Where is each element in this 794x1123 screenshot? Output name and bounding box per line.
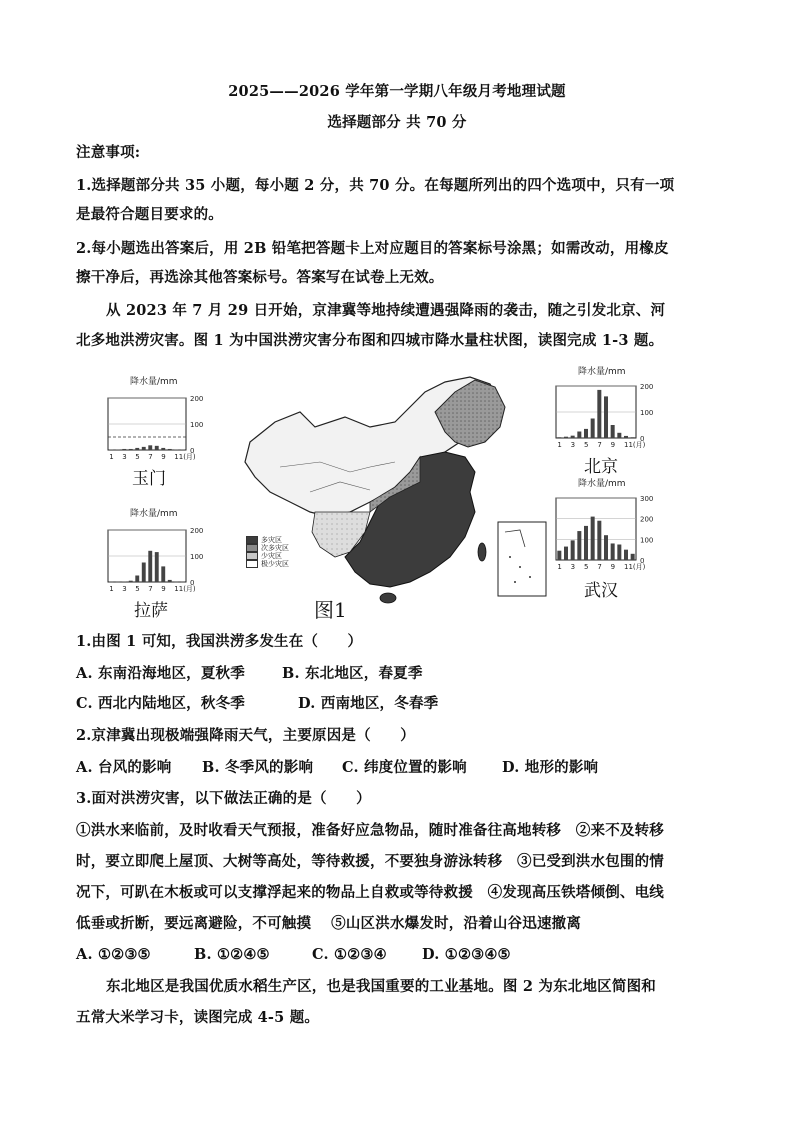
chart-x-tick-label: 3 <box>570 563 576 571</box>
chart-bar <box>584 526 588 560</box>
q1-option-d[interactable]: D. 西南地区，冬春季 <box>298 695 439 712</box>
chart-x-tick-label: 11(月) <box>624 563 646 571</box>
chart-ylabel: 降水量/mm <box>130 509 178 519</box>
chart-x-tick-label: 5 <box>135 585 140 593</box>
south-sea-inset <box>498 522 546 596</box>
chart-bar <box>129 581 133 582</box>
chart-bar <box>611 425 615 438</box>
chart-y-tick-label: 100 <box>640 536 654 545</box>
chart-bar <box>571 436 575 438</box>
chart-bar <box>564 437 568 438</box>
q3-option-a[interactable]: A. ①②③⑤ <box>76 946 151 963</box>
chart-x-tick-label: 9 <box>161 453 166 461</box>
q2-options-row <box>76 758 722 778</box>
q3-stem: 3.面对洪涝灾害，以下做法正确的是（ ） <box>76 790 371 807</box>
chart-bar <box>116 582 120 583</box>
q2-option-c[interactable]: C. 纬度位置的影响 <box>342 759 467 776</box>
legend-least: 极少灾区 <box>261 560 289 568</box>
chart-bar <box>631 554 635 560</box>
chart-bar <box>181 582 185 583</box>
chart-wuhan <box>548 476 670 576</box>
chart-bar <box>624 550 628 560</box>
legend-second: 次多灾区 <box>261 544 289 552</box>
chart-x-tick-label: 9 <box>161 585 166 593</box>
q3-line-2: 时，要立即爬上屋顶、大树等高处，等待救援，不要独身游泳转移 ③已受到洪水包围的情 <box>76 853 664 870</box>
chart-bar <box>122 581 126 582</box>
chart-x-tick-label: 1 <box>557 441 562 449</box>
chart-bar <box>624 436 628 438</box>
chart-y-tick-label: 200 <box>190 527 204 535</box>
q3-option-c[interactable]: C. ①②③④ <box>312 946 387 963</box>
chart-x-tick-label: 7 <box>597 563 602 571</box>
chart-x-tick-label: 9 <box>610 563 616 571</box>
chart-bar <box>604 396 608 438</box>
chart-bar <box>122 449 126 450</box>
chart-x-tick-label: 5 <box>584 441 589 449</box>
chart-bar <box>174 449 178 450</box>
chart-bar <box>617 545 621 561</box>
legend-most: 多灾区 <box>261 536 282 544</box>
chart-bar <box>571 540 575 560</box>
chart-bar <box>148 445 152 450</box>
note-1-line-2: 是最符合题目要求的。 <box>76 206 223 223</box>
q1-option-c[interactable]: C. 西北内陆地区，秋冬季 <box>76 695 245 712</box>
chart-x-tick-label: 5 <box>135 453 140 461</box>
chart-y-tick-label: 200 <box>640 383 654 391</box>
chart-bar <box>135 448 139 450</box>
exam-title: 2025——2026 学年第一学期八年级月考地理试题 <box>228 83 566 100</box>
map-hainan <box>380 593 396 603</box>
chart-bar <box>135 576 139 583</box>
chart-y-tick-label: 100 <box>640 409 654 417</box>
q2-stem: 2.京津冀出现极端强降雨天气，主要原因是（ ） <box>76 727 415 744</box>
chart-ylabel: 降水量/mm <box>130 377 178 387</box>
chart-bar <box>597 521 601 560</box>
legend-swatch-few <box>246 552 258 560</box>
q3-option-d[interactable]: D. ①②③④⑤ <box>422 946 511 963</box>
chart-x-tick-label: 7 <box>148 453 153 461</box>
passage1-line-1: 从 2023 年 7 月 29 日开始，京津冀等地持续遭遇强降雨的袭击，随之引发北京、河 <box>106 302 666 319</box>
chart-ylabel: 降水量/mm <box>578 479 626 489</box>
passage1-line-2: 北多地洪涝灾害。图 1 为中国洪涝灾害分布图和四城市降水量柱状图，读图完成 1-3 题。 <box>76 332 664 349</box>
chart-bar <box>557 551 561 560</box>
city-label-beijing: 北京 <box>584 457 618 477</box>
chart-bar <box>168 449 172 450</box>
chart-bar <box>611 543 615 560</box>
chart-x-tick-label: 5 <box>584 563 589 571</box>
chart-x-tick-label: 3 <box>122 453 127 461</box>
chart-bar <box>142 447 146 450</box>
chart-bar <box>174 582 178 583</box>
figure-1 <box>100 360 670 622</box>
q1-option-b[interactable]: B. 东北地区，春夏季 <box>282 665 423 682</box>
china-flood-map <box>220 372 550 604</box>
chart-x-tick-label: 7 <box>148 585 153 593</box>
chart-x-tick-label: 1 <box>109 453 114 461</box>
chart-bar <box>168 580 172 582</box>
chart-bar <box>577 432 581 439</box>
q2-option-b[interactable]: B. 冬季风的影响 <box>202 759 314 776</box>
chart-bar <box>604 535 608 560</box>
chart-bar <box>564 547 568 560</box>
chart-bar <box>591 517 595 560</box>
chart-x-tick-label: 11(月) <box>624 441 646 449</box>
chart-y-tick-label: 200 <box>190 395 204 403</box>
city-label-wuhan: 武汉 <box>584 581 618 601</box>
chart-y-tick-label: 300 <box>640 495 654 503</box>
chart-lasa <box>100 506 220 596</box>
notes-heading: 注意事项: <box>76 144 141 161</box>
map-taiwan <box>478 543 486 561</box>
q1-stem: 1.由图 1 可知，我国洪涝多发生在（ ） <box>76 633 363 650</box>
chart-x-tick-label: 11(月) <box>174 585 196 593</box>
q1-option-a[interactable]: A. 东南沿海地区，夏秋季 <box>76 665 245 682</box>
chart-x-tick-label: 1 <box>109 585 114 593</box>
q3-line-3: 况下，可趴在木板或可以支撑浮起来的物品上自救或等待救援 ④发现高压铁塔倾倒、电线 <box>76 884 664 901</box>
chart-bar <box>129 449 133 450</box>
note-1-line-1: 1.选择题部分共 35 小题，每小题 2 分，共 70 分。在每题所列出的四个选项中，只有一项 <box>76 177 675 194</box>
chart-y-tick-label: 200 <box>640 515 654 524</box>
note-2-line-2: 擦干净后，再选涂其他答案标号。答案写在试卷上无效。 <box>76 269 444 286</box>
q1-options-row-1 <box>76 664 722 684</box>
chart-y-tick-label: 0 <box>640 435 645 443</box>
map-legend <box>246 536 289 568</box>
city-label-lasa: 拉萨 <box>134 601 168 621</box>
chart-bar <box>597 390 601 438</box>
city-label-yumen: 玉门 <box>132 469 166 489</box>
legend-few: 少灾区 <box>261 552 282 560</box>
legend-swatch-second <box>246 544 258 552</box>
chart-y-tick-label: 0 <box>640 557 645 565</box>
q2-option-d[interactable]: D. 地形的影响 <box>502 759 599 776</box>
passage2-line-1: 东北地区是我国优质水稻生产区，也是我国重要的工业基地。图 2 为东北地区简图和 <box>106 978 656 995</box>
chart-bar <box>109 582 113 583</box>
chart-bar <box>577 531 581 560</box>
chart-bar <box>116 449 120 450</box>
passage2-line-2: 五常大米学习卡，读图完成 4-5 题。 <box>76 1009 320 1026</box>
note-2-line-1: 2.每小题选出答案后，用 2B 铅笔把答题卡上对应题目的答案标号涂黑；如需改动，用橡皮 <box>76 240 669 257</box>
chart-bar <box>161 448 165 450</box>
chart-x-tick-label: 9 <box>610 441 616 449</box>
q3-option-b[interactable]: B. ①②④⑤ <box>194 946 270 963</box>
chart-bar <box>617 433 621 438</box>
chart-bar <box>631 437 635 438</box>
chart-bar <box>557 437 561 438</box>
q3-options-row <box>76 945 722 965</box>
chart-x-tick-label: 1 <box>557 563 562 571</box>
figure-caption: 图1 <box>314 598 347 622</box>
legend-swatch-least <box>246 560 258 568</box>
chart-bar <box>181 449 185 450</box>
exam-subtitle: 选择题部分 共 70 分 <box>327 114 467 131</box>
chart-y-tick-label: 100 <box>190 553 204 561</box>
chart-bar <box>584 429 588 438</box>
chart-bar <box>591 419 595 439</box>
chart-x-tick-label: 3 <box>122 585 127 593</box>
q1-options-row-2 <box>76 694 722 714</box>
chart-x-tick-label: 3 <box>570 441 576 449</box>
q3-line-1: ①洪水来临前，及时收看天气预报，准备好应急物品，随时准备往高地转移 ②来不及转移 <box>76 822 664 839</box>
chart-y-tick-label: 100 <box>190 421 204 429</box>
chart-bar <box>142 563 146 583</box>
chart-yumen <box>100 374 220 464</box>
chart-x-tick-label: 7 <box>597 441 602 449</box>
chart-beijing <box>548 364 670 454</box>
chart-bar <box>155 446 159 450</box>
chart-x-tick-label: 11(月) <box>174 453 196 461</box>
legend-swatch-most <box>246 536 258 544</box>
q3-line-4: 低垂或折断，要远离避险，不可触摸 ⑤山区洪水爆发时，沿着山谷迅速撤离 <box>76 915 582 932</box>
chart-y-tick-label: 0 <box>190 579 195 587</box>
chart-ylabel: 降水量/mm <box>578 367 626 377</box>
chart-y-tick-label: 0 <box>190 447 195 455</box>
chart-bar <box>155 552 159 582</box>
chart-bar <box>109 449 113 450</box>
chart-bar <box>161 566 165 582</box>
chart-bar <box>148 551 152 582</box>
q2-option-a[interactable]: A. 台风的影响 <box>76 759 172 776</box>
